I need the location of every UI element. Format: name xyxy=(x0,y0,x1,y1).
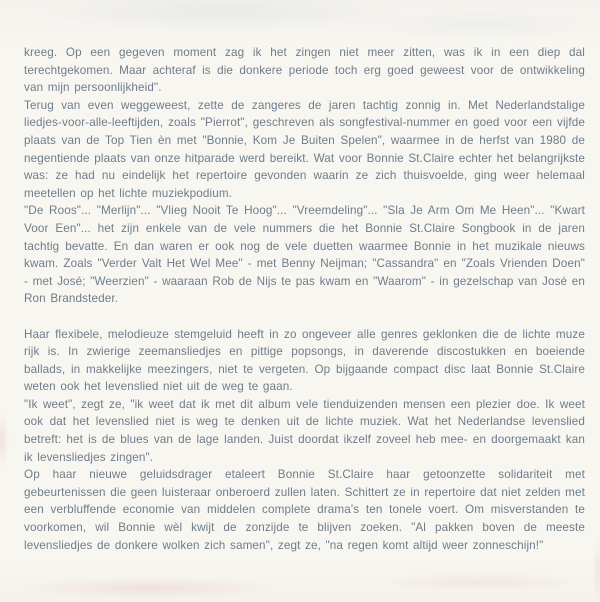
paragraph-2: Terug van even weggeweest, zette de zangeres de jaren tachtig zonnig in. Met Nederlandstalige liedjes-voor-alle-leeftijden, zoals "Pierrot", geschreven als songfestival-nummer en goed voor een vijfde plaats van de Top Tien èn met "Bonnie, Kom Je Buiten Spelen", waarmee in de herfst van 1980 de negentiende plaats van onze hitparade werd bereikt. Wat voor Bonnie St.Claire echter het belangrijkste was: ze had nu eindelijk het repertoire gevonden waarin ze zich thuisvoelde, ging weer helemaal meetellen op het lichte muziekpodium. xyxy=(24,98,585,200)
paragraph-1: kreeg. Op een gegeven moment zag ik het zingen niet meer zitten, was ik in een diep dal terechtgekomen. Maar achteraf is die donkere periode toch erg goed geweest voor de ontwikkeling van mijn persoonlijkheid". xyxy=(24,46,585,95)
paragraph-5: "Ik weet", zegt ze, "ik weet dat ik met dit album vele tienduizenden mensen een plezier doe. Ik weet ook dat het levenslied niet is weg te denken uit de lichte muziek. Wat het Nederlandse levenslied betreft: het is de blues van de lage landen. Juist doordat ikzelf zoveel heb mee- en doorgemaakt kan ik levensliedjes zingen". xyxy=(24,397,585,464)
paragraph-4: Haar flexibele, melodieuze stemgeluid heeft in zo ongeveer alle genres geklonken die de lichte muze rijk is. In zwierige zeemansliedjes en pittige popsongs, in daverende discostukken en boeiende ballads, in makkelijke meezingers, niet te vergeten. Op bijgaande compact disc laat Bonnie St.Claire weten ook het levenslied niet uit de weg te gaan. xyxy=(24,327,585,394)
paragraph-3: "De Roos"... "Merlijn"... "Vlieg Nooit Te Hoog"... "Vreemdeling"... "Sla Je Arm Om Me Heen"... "Kwart Voor Een"... het zijn enkele van de vele nummers die het Bonnie St.Claire Songbook in de jaren tachtig bevatte. En dan waren er ook nog de vele duetten waarmee Bonnie in het muzikale nieuws kwam. Zoals "Verder Valt Het Wel Mee" - met Benny Neijman; "Cassandra" en "Zoals Vrienden Doen" - met José; "Weerzien" - waaraan Rob de Nijs te pas kwam en "Waarom" - in gezelschap van José en Ron Brandsteder. xyxy=(24,204,585,306)
paragraph-6: Op haar nieuwe geluidsdrager etaleert Bonnie St.Claire haar getoonzette solidariteit met gebeurtenissen die geen luisteraar onberoerd zullen laten. Schittert ze in repertoire dat niet zelden met een verbluffende economie van middelen complete drama's ten tonele voert. Om misverstanden te voorkomen, wil Bonnie wèl kwijt de zonzijde te blijven zoeken. "Al pakken boven de meeste levensliedjes de donkere wolken zich samen", zegt ze, "na regen komt altijd weer zonneschijn!" xyxy=(24,468,585,552)
liner-notes-text xyxy=(24,44,585,554)
